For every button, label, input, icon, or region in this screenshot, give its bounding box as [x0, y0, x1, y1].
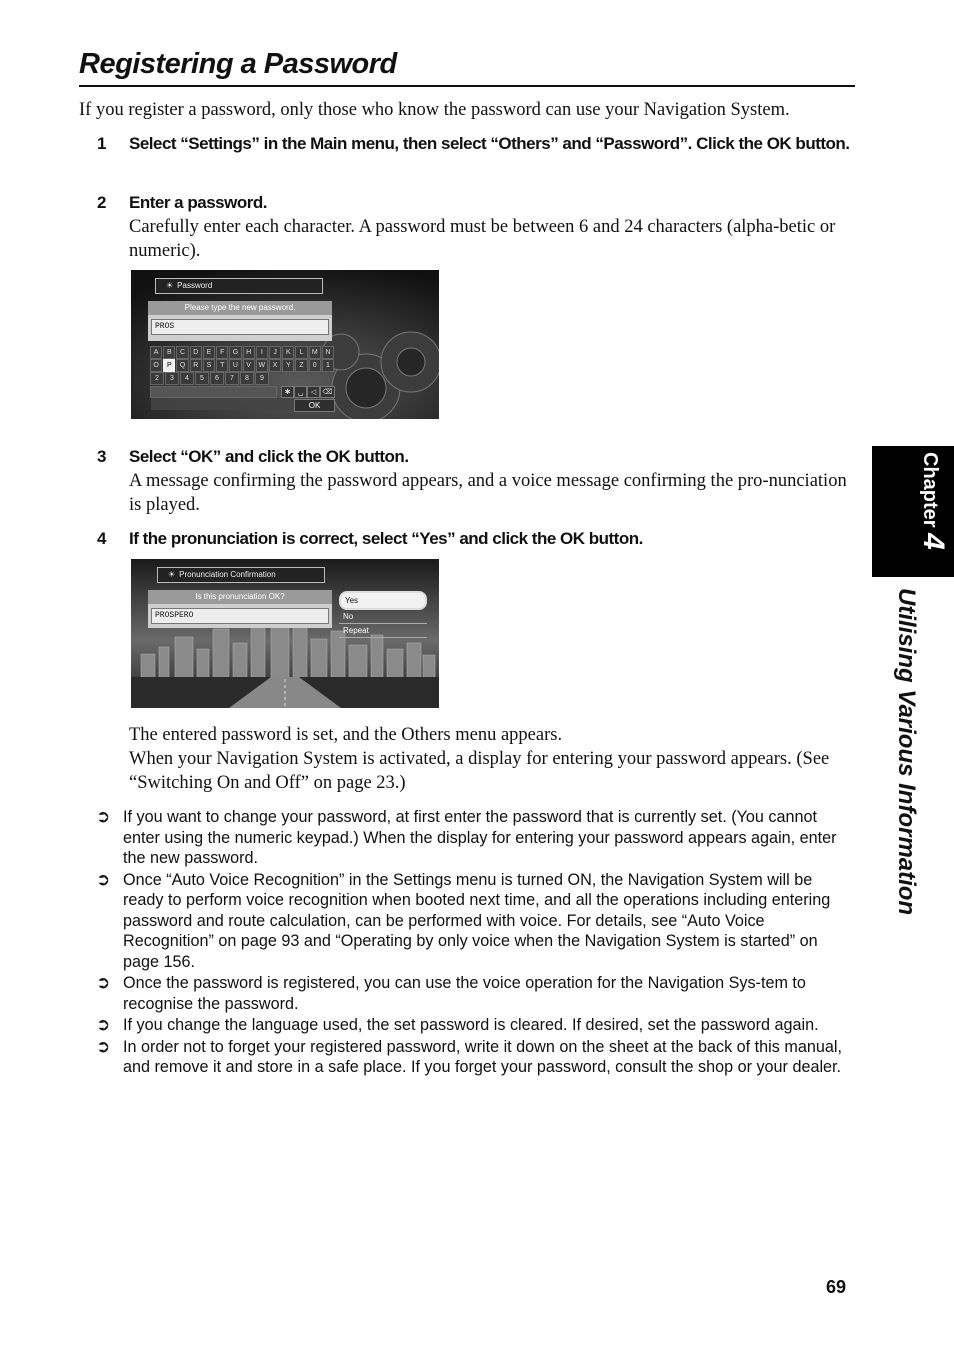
prompt-panel	[148, 590, 332, 628]
keyboard-key[interactable]: O	[150, 359, 162, 372]
keyboard-key[interactable]: G	[229, 346, 241, 359]
note-item	[96, 973, 856, 1014]
note-arrow-icon: ➲	[96, 807, 111, 826]
step-body: Carefully enter each character. A password must be between 6 and 24 characters (alpha-betic or numeric).	[129, 217, 836, 261]
keyboard-key[interactable]: R	[190, 359, 202, 372]
keyboard-key[interactable]: D	[190, 346, 202, 359]
keyboard-key[interactable]: V	[243, 359, 255, 372]
pronunciation-screenshot	[131, 559, 439, 708]
keyboard-key[interactable]: 4	[180, 372, 194, 385]
ok-key[interactable]: OK	[294, 399, 335, 412]
keyboard-key[interactable]: P	[163, 359, 175, 372]
pronunciation-field: PROSPERO	[151, 608, 329, 624]
keyboard-key[interactable]: 5	[195, 372, 209, 385]
step-heading: Select “OK” and click the OK button.	[129, 447, 409, 466]
keyboard-key[interactable]: Y	[282, 359, 294, 372]
step-number: 4	[97, 529, 107, 548]
keyboard-key[interactable]: 8	[240, 372, 254, 385]
option-repeat[interactable]	[339, 624, 427, 638]
keyboard-key[interactable]: S	[203, 359, 215, 372]
keyboard-key[interactable]: X	[269, 359, 281, 372]
step-heading: Enter a password.	[129, 193, 267, 212]
chapter-number: 4	[917, 533, 950, 550]
header-label: Pronunciation Confirmation	[179, 570, 276, 579]
keyboard-key[interactable]: F	[216, 346, 228, 359]
step-3	[97, 445, 857, 517]
keyboard-key[interactable]: L	[295, 346, 307, 359]
intro-paragraph: If you register a password, only those who know the password can use your Navigation System.	[79, 100, 790, 120]
keyboard-key[interactable]: 1	[322, 359, 334, 372]
keyboard-key[interactable]: I	[256, 346, 268, 359]
keyboard-key[interactable]: W	[256, 359, 268, 372]
space-key[interactable]	[150, 386, 277, 398]
keyboard-row	[150, 372, 334, 383]
page-title: Registering a Password	[79, 48, 855, 87]
keyboard-row	[150, 359, 334, 370]
keyboard-key[interactable]: Z	[295, 359, 307, 372]
note-item	[96, 870, 856, 973]
result-paragraph	[129, 723, 869, 795]
step-body: A message confirming the password appears, and a voice message confirming the pro-nunciation is played.	[129, 471, 847, 515]
step-number: 2	[97, 193, 107, 212]
option-no[interactable]	[339, 610, 427, 624]
keyboard	[150, 346, 334, 410]
keyboard-key[interactable]: M	[309, 346, 321, 359]
note-text: Once the password is registered, you can use the voice operation for the Navigation Sys-tem to recognise the password.	[123, 974, 806, 1013]
keyboard-key[interactable]: A	[150, 346, 162, 359]
keyboard-key[interactable]: 0	[309, 359, 321, 372]
keyboard-key[interactable]: K	[282, 346, 294, 359]
prompt-text: Is this pronunciation OK?	[148, 590, 332, 604]
step-4	[97, 527, 857, 551]
note-text: If you want to change your password, at first enter the password that is currently set. (You cannot enter using the numeric keypad.) When the display for entering your password appears again, enter the new password.	[123, 808, 837, 867]
keyboard-key[interactable]: 9	[255, 372, 269, 385]
step-number: 3	[97, 447, 107, 466]
note-text: Once “Auto Voice Recognition” in the Settings menu is turned ON, the Navigation System will be ready to perform voice recognition when booted next time, and all the operations including entering password and route calculation, can be performed with voice. For details, see “Auto Voice Recognition” on page 93 and “Operating by only voice when the Navigation System is started” on page 156.	[123, 870, 831, 971]
note-text: If you change the language used, the set password is cleared. If desired, set the password again.	[123, 1016, 819, 1034]
password-screenshot	[131, 270, 439, 419]
sun-icon: ☀	[168, 570, 176, 579]
prompt-panel	[148, 301, 332, 341]
keyboard-key[interactable]: 6	[210, 372, 224, 385]
voice-icon[interactable]: ✱	[281, 386, 294, 398]
prompt-text: Please type the new password.	[148, 301, 332, 315]
step-1	[97, 132, 857, 156]
result-line-2: When your Navigation System is activated, a display for entering your password appears. (See “Switching On and Off” on page 23.)	[129, 749, 830, 793]
keyboard-key[interactable]: J	[269, 346, 281, 359]
note-item	[96, 1015, 856, 1036]
option-label: Repeat	[343, 626, 369, 635]
option-yes[interactable]	[339, 591, 427, 610]
keyboard-key[interactable]: C	[176, 346, 188, 359]
keyboard-key[interactable]: B	[163, 346, 175, 359]
page-number: 69	[826, 1277, 847, 1297]
keyboard-key[interactable]: T	[216, 359, 228, 372]
backspace-icon[interactable]: ⌫	[320, 386, 335, 398]
step-heading: Select “Settings” in the Main menu, then select “Others” and “Password”. Click the OK button.	[129, 134, 850, 153]
note-text: In order not to forget your registered password, write it down on the sheet at the back of this manual, and remove it and store in a safe place. If you forget your password, consult the shop or your dealer.	[123, 1037, 842, 1076]
result-line-1: The entered password is set, and the Others menu appears.	[129, 725, 563, 745]
keyboard-key[interactable]: U	[229, 359, 241, 372]
note-arrow-icon: ➲	[96, 1015, 111, 1034]
step-number: 1	[97, 134, 107, 153]
note-arrow-icon: ➲	[96, 869, 111, 889]
keyboard-key[interactable]: 2	[150, 372, 164, 385]
sun-icon: ☀	[166, 281, 174, 290]
section-side-title: Utilising Various Information	[893, 588, 920, 916]
option-list	[339, 591, 427, 638]
screen-header-bar	[157, 567, 325, 583]
chapter-label: Chapter	[919, 452, 941, 528]
password-input[interactable]: PROS	[151, 319, 329, 335]
step-2	[97, 191, 857, 263]
keyboard-row	[150, 346, 334, 357]
keyboard-key[interactable]: H	[243, 346, 255, 359]
notes-list	[96, 807, 856, 1078]
note-item	[96, 807, 856, 869]
keyboard-key[interactable]: E	[203, 346, 215, 359]
keyboard-key[interactable]: N	[322, 346, 334, 359]
option-label: Yes	[345, 596, 359, 605]
keyboard-key[interactable]: 7	[225, 372, 239, 385]
keyboard-key[interactable]: Q	[176, 359, 188, 372]
option-label: No	[343, 612, 354, 621]
space-icon[interactable]: ␣	[294, 386, 307, 398]
header-label: Password	[177, 281, 213, 290]
keyboard-key[interactable]: 3	[165, 372, 179, 385]
note-item	[96, 1037, 856, 1078]
speaker-icon[interactable]: ◁	[307, 386, 320, 398]
screen-header-bar	[155, 278, 323, 294]
chapter-tab	[872, 446, 954, 577]
step-heading: If the pronunciation is correct, select “Yes” and click the OK button.	[129, 529, 643, 548]
note-arrow-icon: ➲	[96, 1036, 111, 1056]
note-arrow-icon: ➲	[96, 973, 111, 992]
